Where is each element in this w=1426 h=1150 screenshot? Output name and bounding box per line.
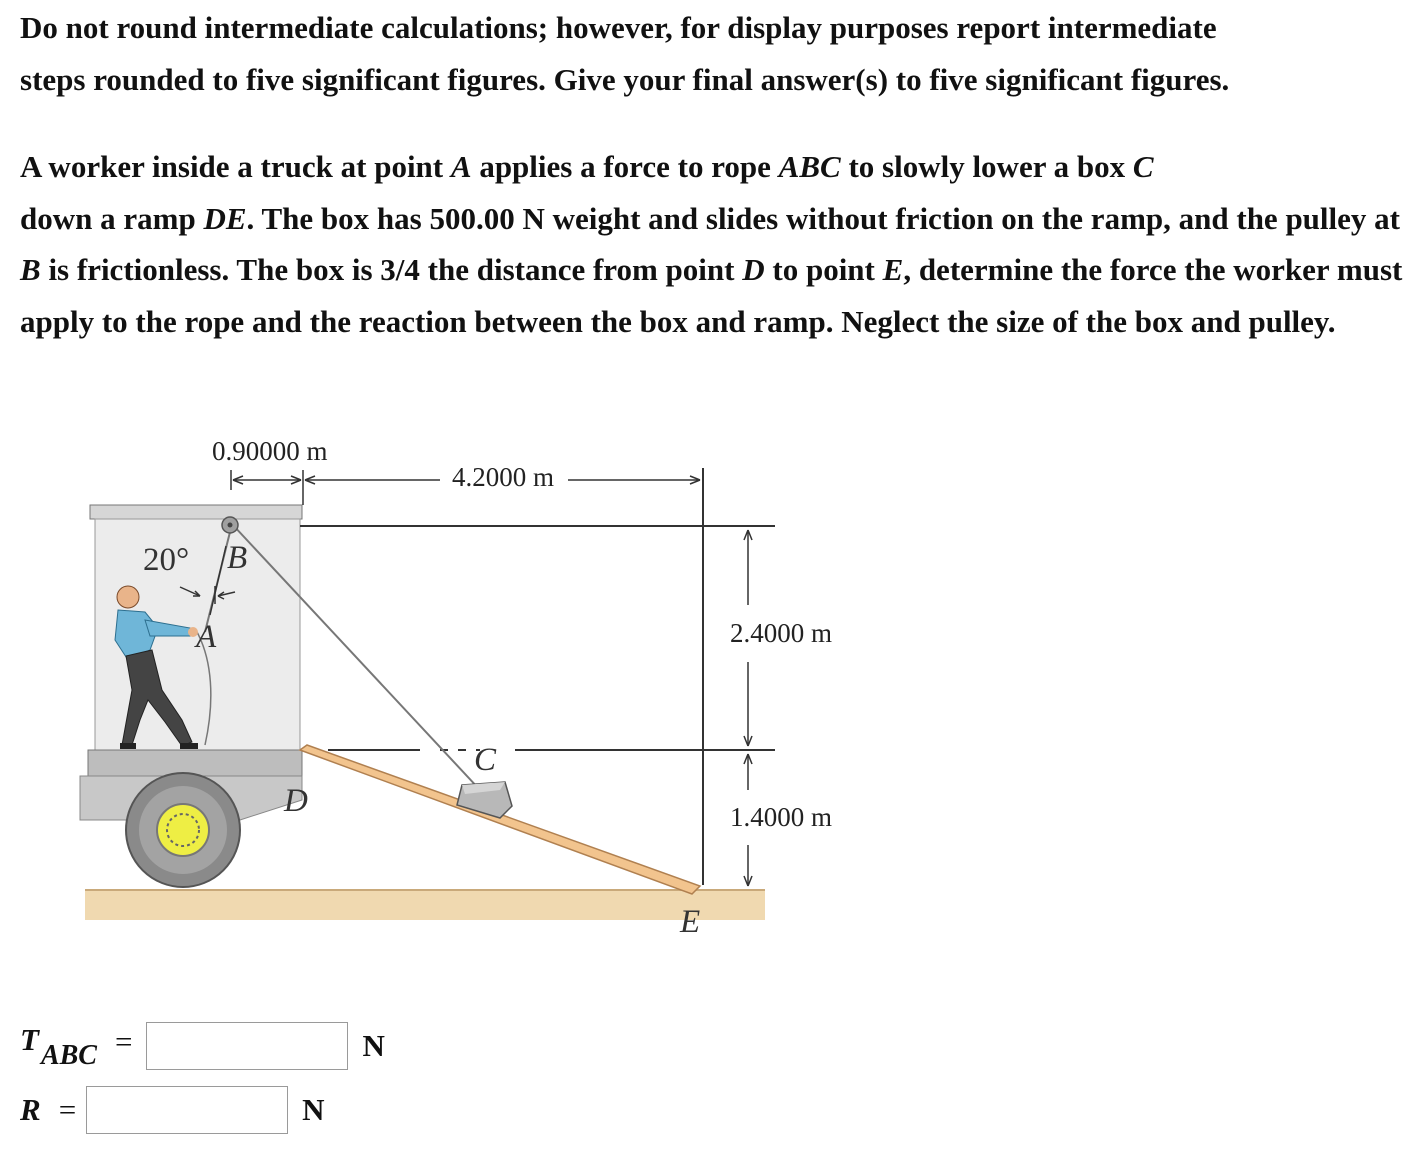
truck-ramp-figure [0,420,900,960]
problem-text-8: , determine the force the worker must apply to the rope and the reaction between the box and ramp. Neglect the size of the box and pulley. [20,252,1403,339]
problem-text-6: is frictionless. The box is 3/4 the distance from point [40,252,743,287]
tension-unit: N [362,1028,385,1063]
ground [85,890,765,920]
point-d-ref: D [742,252,765,287]
dim-label-upper: 2.4000 m [730,618,833,648]
box-c-ref: C [1132,149,1154,184]
problem-text-3: to slowly lower a box [840,149,1133,184]
tension-symbol: T [20,1022,39,1057]
label-a: A [196,619,217,655]
point-a-ref: A [450,149,472,184]
dim-label-lower: 1.4000 m [730,802,833,832]
label-e: E [680,904,701,940]
truck-floor [88,750,302,776]
problem-text-4: down a ramp [20,200,204,236]
dim-label-large: 4.2000 m [452,462,555,492]
reaction-input[interactable] [86,1086,288,1134]
dim-label-small: 0.90000 m [212,436,328,466]
ramp-de [300,745,700,894]
angle-label: 20° [143,542,190,578]
tension-answer-row [20,1022,385,1070]
problem-text-7: to point [764,252,883,287]
problem-statement [20,141,1420,347]
label-d: D [284,783,308,819]
label-c: C [474,742,497,778]
problem-text-1: A worker inside a truck at point [20,149,451,184]
problem-text-5: . The box has 500.00 N weight and slides without friction on the ramp, and the pulley at [246,200,1400,236]
problem-text-2: applies a force to rope [471,149,779,184]
point-e-ref: E [882,252,904,287]
tension-subscript: ABC [40,1040,97,1071]
reaction-symbol: R [20,1092,41,1127]
pulley-b-ref: B [20,252,41,287]
wheel-hub [157,804,209,856]
truck-roof [90,505,302,519]
tension-input[interactable] [146,1022,348,1070]
instructions-text [20,2,1420,105]
tension-equals: = [114,1024,133,1059]
reaction-unit: N [302,1092,325,1127]
reaction-equals: = [58,1092,77,1127]
reaction-answer-row [20,1086,325,1134]
instructions-line-1: Do not round intermediate calculations; however, for display purposes report intermediate [20,10,1217,45]
ramp-de-ref: DE [203,200,247,236]
rope-abc-ref: ABC [778,149,841,184]
label-b: B [227,540,248,576]
instructions-line-2: steps rounded to five significant figures. Give your final answer(s) to five significant figures. [20,61,1230,97]
